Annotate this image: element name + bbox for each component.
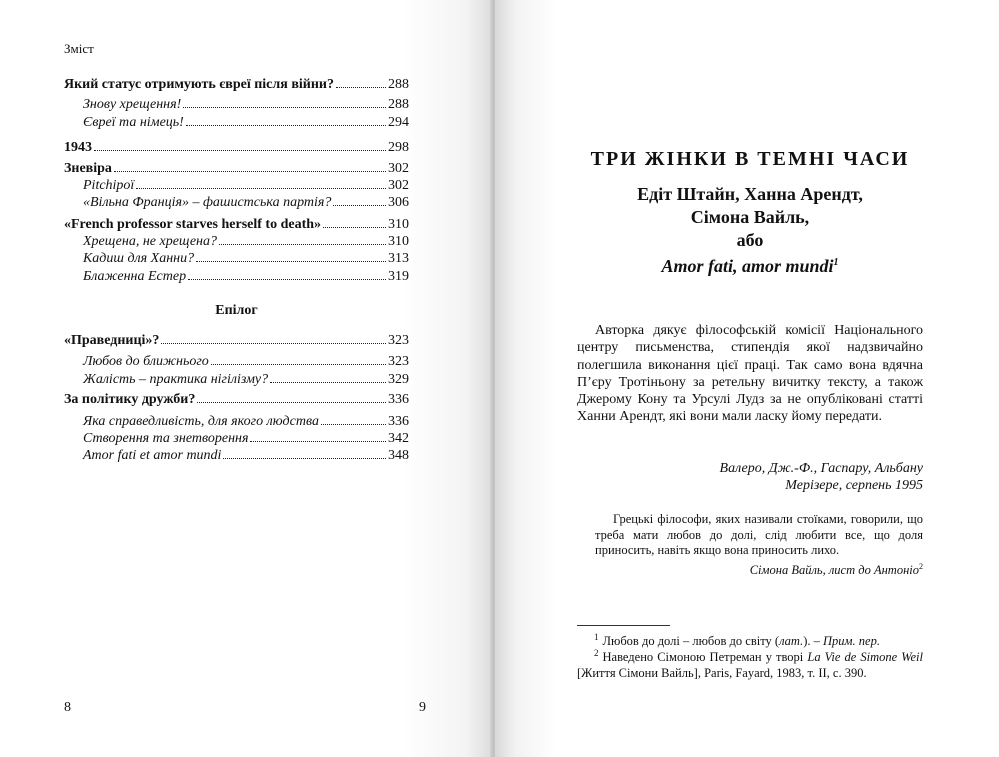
acknowledgement <box>577 322 923 426</box>
toc-entry <box>83 268 409 285</box>
footnote-ref: 2 <box>919 562 923 571</box>
toc-entry-page: 336 <box>388 414 409 429</box>
footnote-text: Наведено Сімоною Петреман у творі <box>602 650 808 665</box>
toc-entry <box>83 96 409 113</box>
footnote <box>577 646 923 681</box>
toc-leader-dots <box>197 402 386 403</box>
epigraph <box>595 512 923 559</box>
toc-entry-page: 288 <box>388 97 409 112</box>
toc-entry <box>64 160 409 177</box>
toc-entry-title: Pitchipoï <box>83 178 135 193</box>
toc-leader-dots <box>323 227 386 228</box>
subtitle-line <box>560 251 940 278</box>
toc-entry <box>83 194 409 211</box>
toc-leader-dots <box>250 441 386 442</box>
footnote-text: La Vie de Simone Weil <box>807 650 924 665</box>
book-title: ТРИ ЖІНКИ В ТЕМНІ ЧАСИ <box>590 148 910 170</box>
footnote-ref: 1 <box>833 257 839 268</box>
toc-entry-page: 310 <box>388 217 409 232</box>
toc-entry-title: «Праведниці»? <box>64 333 160 348</box>
toc-entry-page: 336 <box>388 392 409 407</box>
toc-entry-title: За політику дружби? <box>64 392 196 407</box>
toc-entry-page: 298 <box>388 140 409 155</box>
toc-leader-dots <box>333 205 386 206</box>
toc-leader-dots <box>188 279 386 280</box>
footnote-text: ). – <box>803 634 824 649</box>
toc-leader-dots <box>336 87 386 88</box>
toc-entry-page: 323 <box>388 354 409 369</box>
toc-leader-dots <box>223 458 386 459</box>
toc-entry-page: 323 <box>388 333 409 348</box>
toc-entry-title: Кадиш для Ханни? <box>83 251 195 266</box>
toc-entry-title: Блаженна Естер <box>83 269 187 284</box>
footnote-text: Прим. пер. <box>823 634 880 649</box>
toc-entry-page: 294 <box>388 115 409 130</box>
toc-entry-title: Amor fati et amor mundi <box>83 448 222 463</box>
toc-section-heading: Епілог <box>215 303 258 318</box>
footnote-number: 2 <box>594 648 599 658</box>
signature-line: Мерізере, серпень 1995 <box>785 478 923 493</box>
page-number: 9 <box>419 700 426 715</box>
toc-leader-dots <box>196 261 386 262</box>
toc-entry-title: Жалість – практика нігілізму? <box>83 372 269 387</box>
toc-entry <box>83 353 409 370</box>
toc-leader-dots <box>186 125 386 126</box>
toc-entry <box>83 413 409 430</box>
toc-entry-title: Який статус отримують євреї після війни? <box>64 77 334 92</box>
toc-entry <box>64 139 409 156</box>
toc-entry-title: 1943 <box>64 140 92 155</box>
epigraph-text: Грецькі філософи, яких називали стоїками, говорили, що треба мати любов до долі, слід любити все, що доля приносить, навіть якщо вона приносить лихо. <box>595 512 923 557</box>
toc-leader-dots <box>211 364 386 365</box>
toc-entry <box>64 391 409 408</box>
running-head: Зміст <box>64 41 94 56</box>
toc-leader-dots <box>94 150 386 151</box>
footnote-rule <box>577 625 670 626</box>
toc-entry-page: 306 <box>388 195 409 210</box>
toc-entry-page: 329 <box>388 372 409 387</box>
toc-entry <box>64 216 409 233</box>
toc-entry-title: Створення та знетворення <box>83 431 249 446</box>
toc-entry-title: «Вільна Франція» – фашистська партія? <box>83 195 332 210</box>
toc-entry <box>83 177 409 194</box>
acknowledgement-text: Авторка дякує філософській комісії Національного центру письменства, стипендія якої надзвичайно полегшила виконання цієї праці. Так само вона вдячна П’єру Тротіньону за ретельну вичитку тексту, а також Джерому Кону та Урсулі Лудз за не опубліковані статті Ханни Арендт, які вони мали ласку йому передати. <box>577 323 923 425</box>
toc-entry <box>83 371 409 388</box>
subtitle-line: Едіт Штайн, Ханна Арендт, <box>637 184 863 204</box>
toc-leader-dots <box>114 171 386 172</box>
footnote-text: лат. <box>779 634 804 649</box>
toc-entry <box>64 332 409 349</box>
toc-entry-page: 342 <box>388 431 409 446</box>
toc-entry-title: Яка справедливість, для якого людства <box>83 414 319 429</box>
toc-entry-title: Євреї та німець! <box>83 115 184 130</box>
toc-entry <box>83 114 409 131</box>
toc-entry-title: Зневіра <box>64 161 112 176</box>
left-page <box>0 0 492 757</box>
toc-entry-page: 319 <box>388 269 409 284</box>
epigraph-source: Сімона Вайль, лист до Антоніо <box>749 563 919 578</box>
signature-line: Валеро, Дж.-Ф., Гаспару, Альбану <box>719 461 923 476</box>
toc-leader-dots <box>183 107 386 108</box>
toc-entry <box>83 233 409 250</box>
toc-entry-title: Хрещена, не хрещена? <box>83 234 218 249</box>
toc-entry-page: 348 <box>388 448 409 463</box>
toc-leader-dots <box>161 343 386 344</box>
subtitle-line: Сімона Вайль, <box>690 207 810 227</box>
toc-leader-dots <box>219 244 386 245</box>
toc-leader-dots <box>321 424 386 425</box>
footnote-text: Любов до долі – любов до світу ( <box>602 634 780 649</box>
epigraph-attribution <box>577 562 923 578</box>
toc-entry-page: 310 <box>388 234 409 249</box>
toc-leader-dots <box>136 188 386 189</box>
footnote-text: [Життя Сімони Вайль], Paris, Fayard, 1983, т. II, с. 390. <box>577 665 867 680</box>
toc-entry <box>83 430 409 447</box>
footnote-number: 1 <box>594 632 599 642</box>
toc-entry-page: 313 <box>388 251 409 266</box>
toc-entry-page: 288 <box>388 77 409 92</box>
toc-entry-page: 302 <box>388 161 409 176</box>
toc-entry <box>83 250 409 267</box>
toc-entry <box>64 76 409 93</box>
toc-entry-title: Любов до ближнього <box>83 354 209 369</box>
subtitle-motto: Amor fati, amor mundi <box>661 256 834 276</box>
toc-entry-page: 302 <box>388 178 409 193</box>
toc-entry-title: «French professor starves herself to death» <box>64 217 322 232</box>
toc-leader-dots <box>270 382 386 383</box>
toc-entry <box>83 447 409 464</box>
toc-entry-title: Знову хрещення! <box>83 97 182 112</box>
page-number: 8 <box>64 700 71 715</box>
subtitle-line: або <box>736 230 764 250</box>
